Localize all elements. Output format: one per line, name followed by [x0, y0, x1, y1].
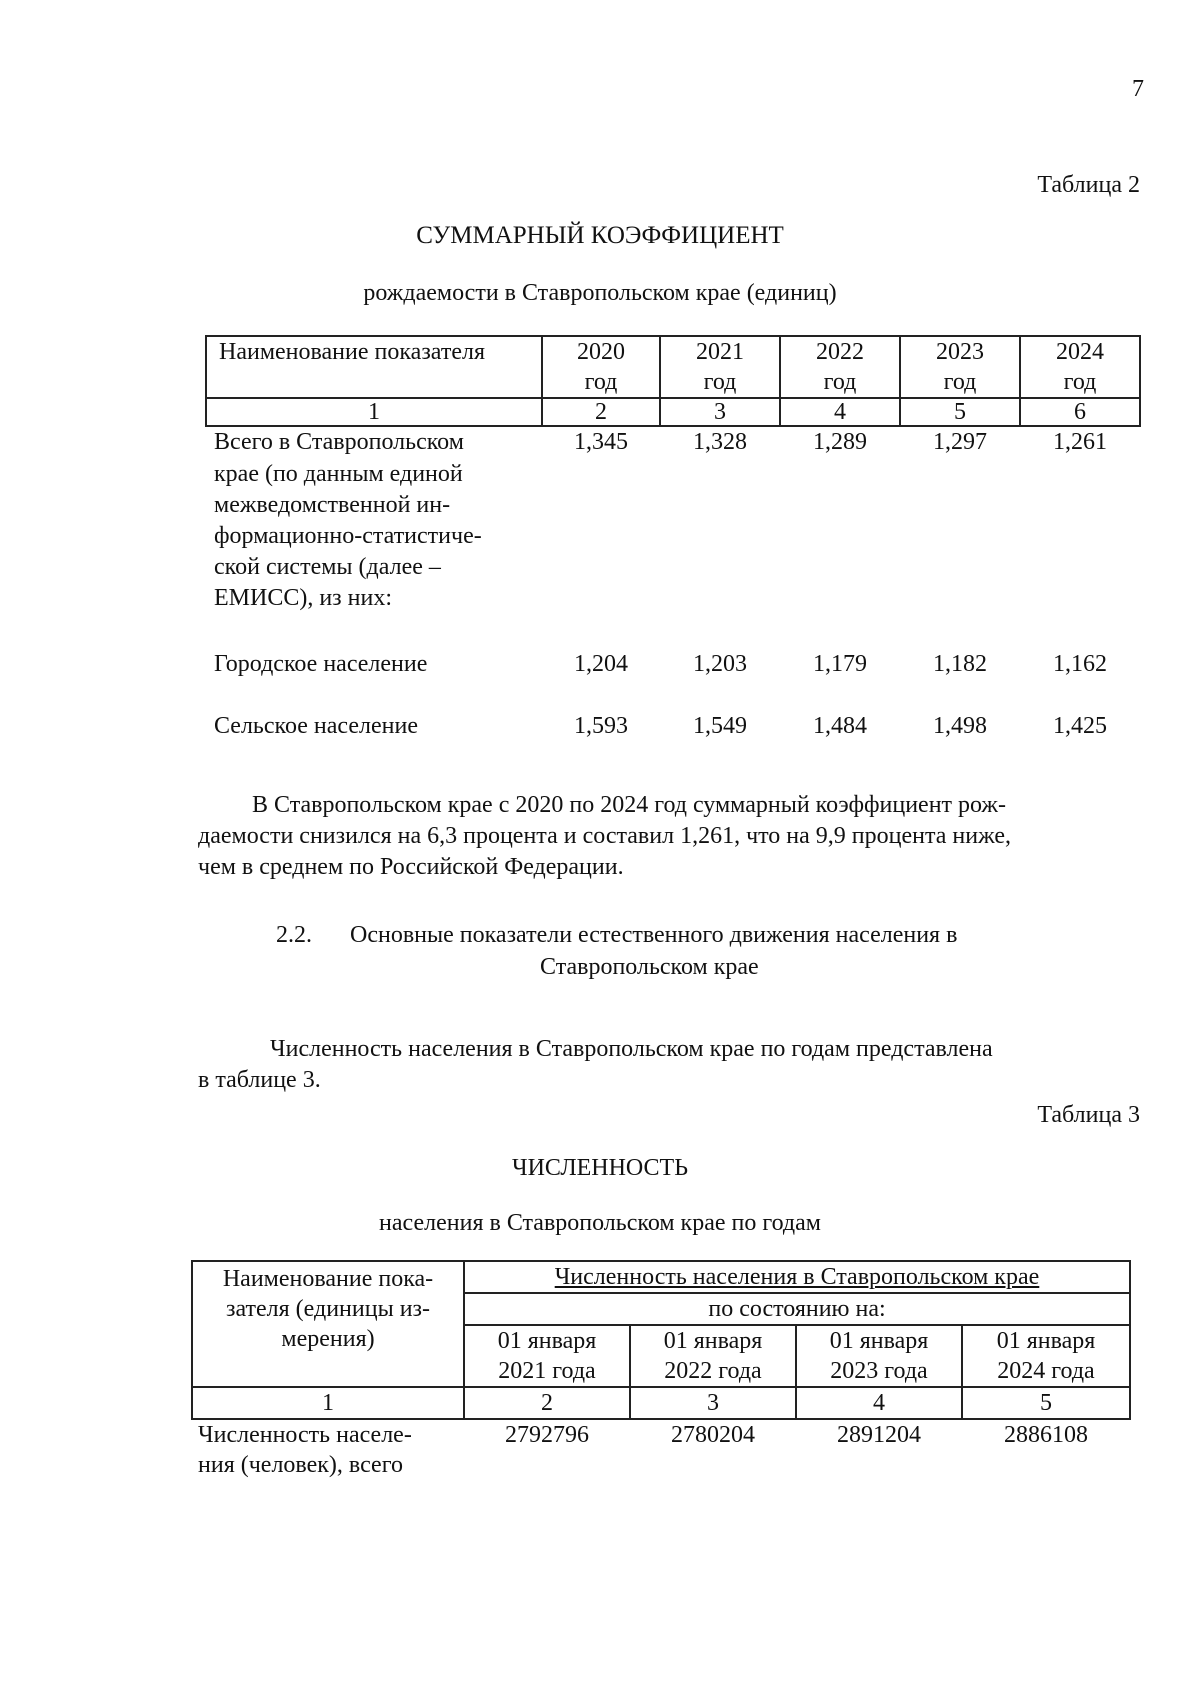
table3-header-name: Наименование пока- зателя (единицы из- мерения) [192, 1261, 464, 1387]
col-number: 3 [660, 398, 780, 426]
table2-header-year: 2021 год [660, 336, 780, 398]
value-cell: 1,484 [813, 713, 867, 740]
table2-column-numbers [206, 398, 1140, 426]
table3 [191, 1260, 1131, 1480]
value-cell: 1,179 [813, 651, 867, 678]
table2-subtitle: рождаемости в Ставропольском крае (единиц) [363, 280, 837, 306]
col-number: 5 [900, 398, 1020, 426]
table3-header-date: 01 января 2024 года [962, 1325, 1130, 1387]
table3-label: Таблица 3 [1037, 1102, 1140, 1128]
section-title: Основные показатели естественного движения населения в [350, 922, 958, 948]
table2-header-name: Наименование показателя [206, 336, 542, 398]
section-number: 2.2. [276, 922, 312, 948]
col-number: 4 [796, 1387, 962, 1419]
col-number: 4 [780, 398, 900, 426]
table3-column-numbers [192, 1387, 1130, 1419]
col-number: 6 [1020, 398, 1140, 426]
value-cell: 1,204 [574, 651, 628, 678]
value-cell: 1,203 [693, 651, 747, 678]
table3-header-date: 01 января 2023 года [796, 1325, 962, 1387]
row-label: Городское население [214, 651, 428, 678]
table2-header-year: 2020 год [542, 336, 660, 398]
value-cell: 2780204 [671, 1422, 755, 1448]
col-number: 2 [464, 1387, 630, 1419]
table2-header-year: 2022 год [780, 336, 900, 398]
table2-header-year: 2024 год [1020, 336, 1140, 398]
table-row [192, 1419, 1130, 1480]
table3-subtitle: населения в Ставропольском крае по годам [379, 1210, 821, 1236]
table-row [206, 649, 1140, 711]
col-number: 2 [542, 398, 660, 426]
table3-header-group-sub: по состоянию на: [464, 1293, 1130, 1325]
table2-label: Таблица 2 [1037, 172, 1140, 198]
table-row [206, 711, 1140, 751]
table-row [206, 426, 1140, 649]
value-cell: 1,182 [933, 651, 987, 678]
value-cell: 2891204 [837, 1422, 921, 1448]
row-label: Всего в Ставропольском крае (по данным единой межведомственной ин- формационно-статистиче- ской системы (далее – ЕМИСС), из них: [214, 429, 482, 612]
value-cell: 1,345 [574, 429, 628, 456]
value-cell: 1,328 [693, 429, 747, 456]
page-number: 7 [1132, 76, 1144, 102]
table3-header-row [192, 1261, 1130, 1293]
value-cell: 2886108 [1004, 1422, 1088, 1448]
value-cell: 1,498 [933, 713, 987, 740]
value-cell: 1,261 [1053, 429, 1107, 456]
value-cell: 2792796 [505, 1422, 589, 1448]
table3-header-date: 01 января 2022 года [630, 1325, 796, 1387]
value-cell: 1,289 [813, 429, 867, 456]
table2-title: СУММАРНЫЙ КОЭФФИЦИЕНТ [416, 222, 784, 249]
value-cell: 1,425 [1053, 713, 1107, 740]
col-number: 3 [630, 1387, 796, 1419]
table3-header-date: 01 января 2021 года [464, 1325, 630, 1387]
col-number: 1 [206, 398, 542, 426]
section-heading [276, 920, 957, 951]
value-cell: 1,593 [574, 713, 628, 740]
table3-header-group: Численность населения в Ставропольском крае [464, 1261, 1130, 1293]
row-label: Численность населе- ния (человек), всего [198, 1422, 412, 1478]
col-number: 5 [962, 1387, 1130, 1419]
table2-header-row [206, 336, 1140, 398]
row-label: Сельское население [214, 713, 418, 740]
table2-header-year: 2023 год [900, 336, 1020, 398]
table3-title: ЧИСЛЕННОСТЬ [511, 1155, 688, 1181]
col-number: 1 [192, 1387, 464, 1419]
value-cell: 1,162 [1053, 651, 1107, 678]
value-cell: 1,549 [693, 713, 747, 740]
paragraph-1: В Ставропольском крае с 2020 по 2024 год суммарный коэффициент рож- даемости снизился на 6,3 процента и составил 1,261, что на 9,9 процента ниже, чем в среднем по Российской Федерации. [198, 792, 1012, 881]
paragraph-2: Численность населения в Ставропольском крае по годам представлена в таблице 3. [198, 1036, 993, 1094]
table2 [205, 335, 1141, 751]
section-title-line2: Ставропольском крае [540, 954, 759, 980]
value-cell: 1,297 [933, 429, 987, 456]
